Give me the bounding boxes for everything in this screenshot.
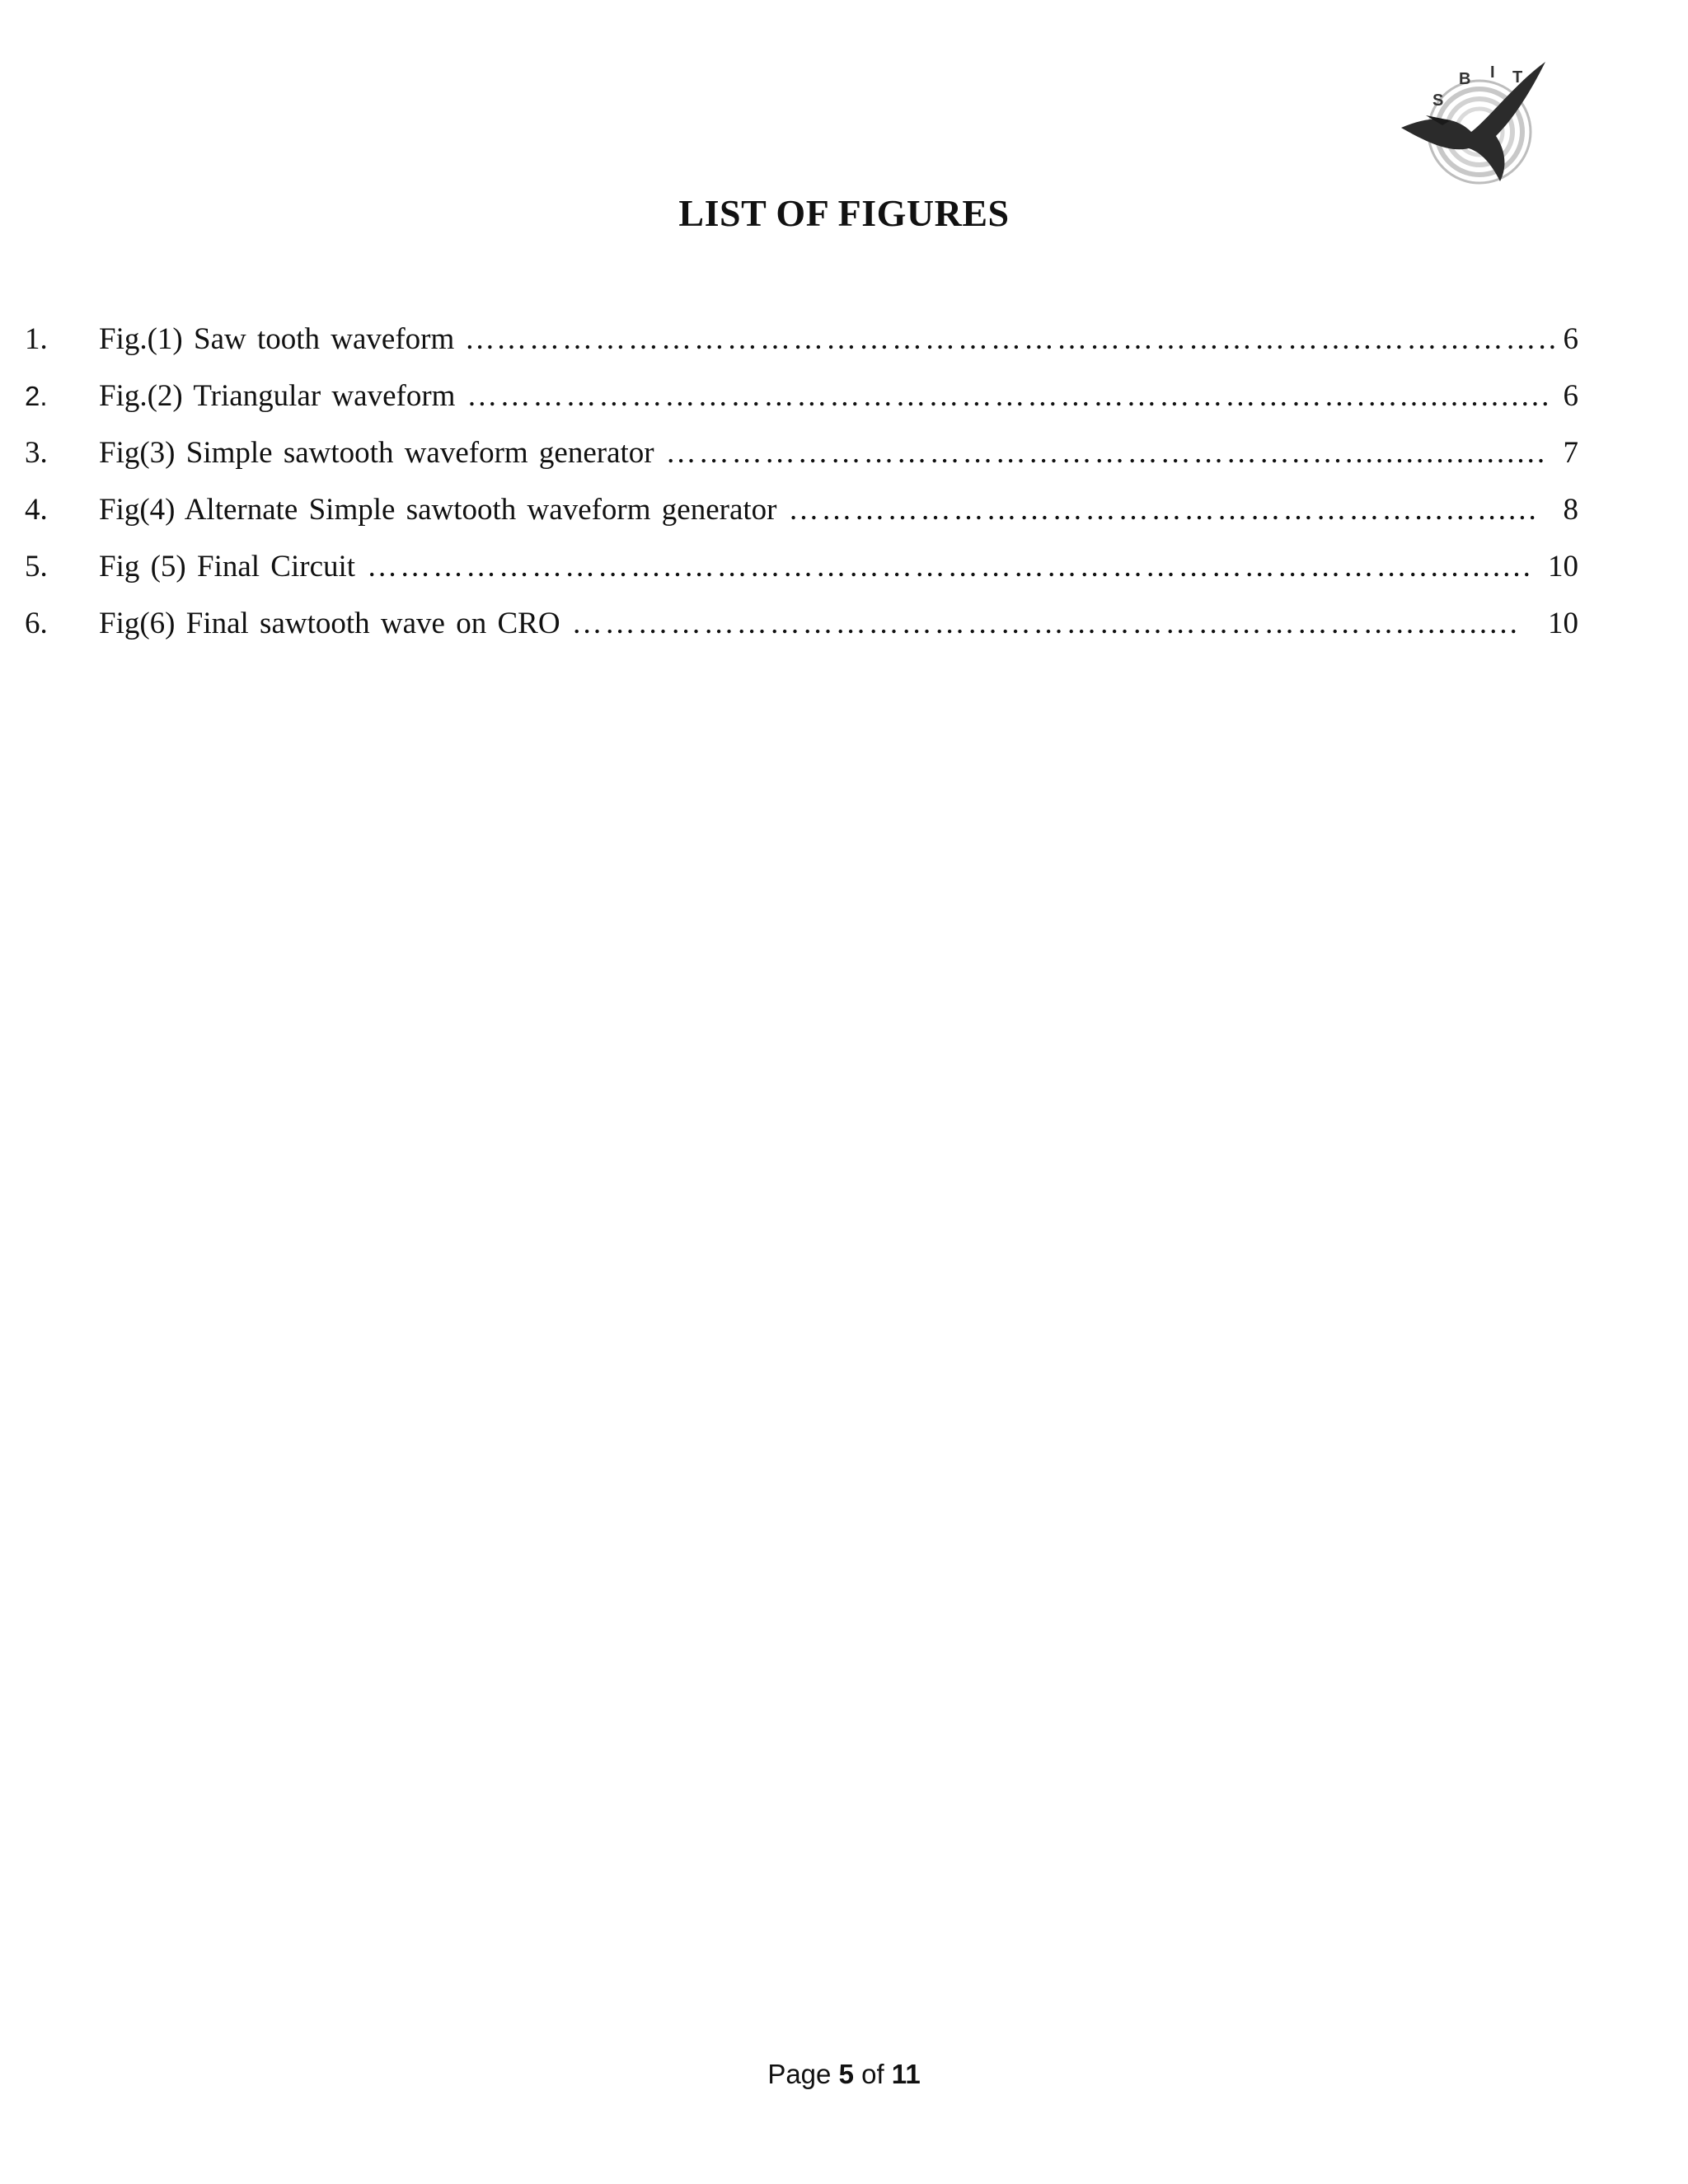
figure-title: Fig(4) Alternate Simple sawtooth waveform generator xyxy=(99,493,777,527)
page-footer xyxy=(0,2059,1688,2090)
figure-list-item xyxy=(25,321,1578,378)
total-pages-number: 11 xyxy=(891,2059,921,2089)
figure-list-item xyxy=(25,492,1578,549)
dot-leader: ...……………………………………………………………………..…………….. xyxy=(466,322,1559,356)
figure-list xyxy=(25,321,1578,663)
current-page-number: 5 xyxy=(838,2059,854,2089)
figure-title: Fig(6) Final sawtooth wave on CRO xyxy=(99,607,560,640)
page-of-label: of xyxy=(853,2059,892,2089)
figure-number: 6. xyxy=(25,607,48,640)
figure-list-item xyxy=(25,549,1578,606)
dot-leader: ………………………..…………………………………………………………..…....... xyxy=(367,550,1533,583)
figure-page-number: 8 xyxy=(1563,493,1578,527)
figure-page-number: 10 xyxy=(1548,607,1578,640)
figure-number: 2. xyxy=(25,381,48,411)
figure-number: 3. xyxy=(25,436,48,470)
figure-title: Fig (5) Final Circuit xyxy=(99,550,356,583)
page-title: LIST OF FIGURES xyxy=(678,192,1010,234)
figure-number: 5. xyxy=(25,550,48,583)
figure-page-number: 10 xyxy=(1548,550,1578,583)
svg-text:T: T xyxy=(1512,68,1523,87)
figure-list-item xyxy=(25,435,1578,492)
figure-list-item xyxy=(25,378,1578,435)
svg-text:B: B xyxy=(1459,70,1471,88)
dot-leader: …………………………………………………..….................... xyxy=(665,436,1548,470)
figure-number: 4. xyxy=(25,493,48,527)
figure-title: Fig(3) Simple sawtooth waveform generator xyxy=(99,436,654,470)
figure-page-number: 6 xyxy=(1563,322,1578,356)
svg-text:S: S xyxy=(1432,91,1444,110)
figure-page-number: 6 xyxy=(1563,379,1578,413)
figure-page-number: 7 xyxy=(1563,436,1578,470)
dot-leader: …………………………………………………………………..…....... xyxy=(571,607,1520,640)
figure-title: Fig.(2) Triangular waveform xyxy=(99,379,456,413)
dot-leader: ……………………………………………………………………….…............... xyxy=(467,379,1552,413)
figure-number: 1. xyxy=(25,322,48,356)
figure-list-item xyxy=(25,606,1578,663)
sbit-eagle-logo-icon xyxy=(1393,49,1558,198)
figure-title: Fig.(1) Saw tooth waveform xyxy=(99,322,455,356)
dot-leader: …………………………………………………...…...... xyxy=(788,493,1539,527)
page-label: Page xyxy=(767,2059,839,2089)
svg-text:I: I xyxy=(1490,63,1495,82)
